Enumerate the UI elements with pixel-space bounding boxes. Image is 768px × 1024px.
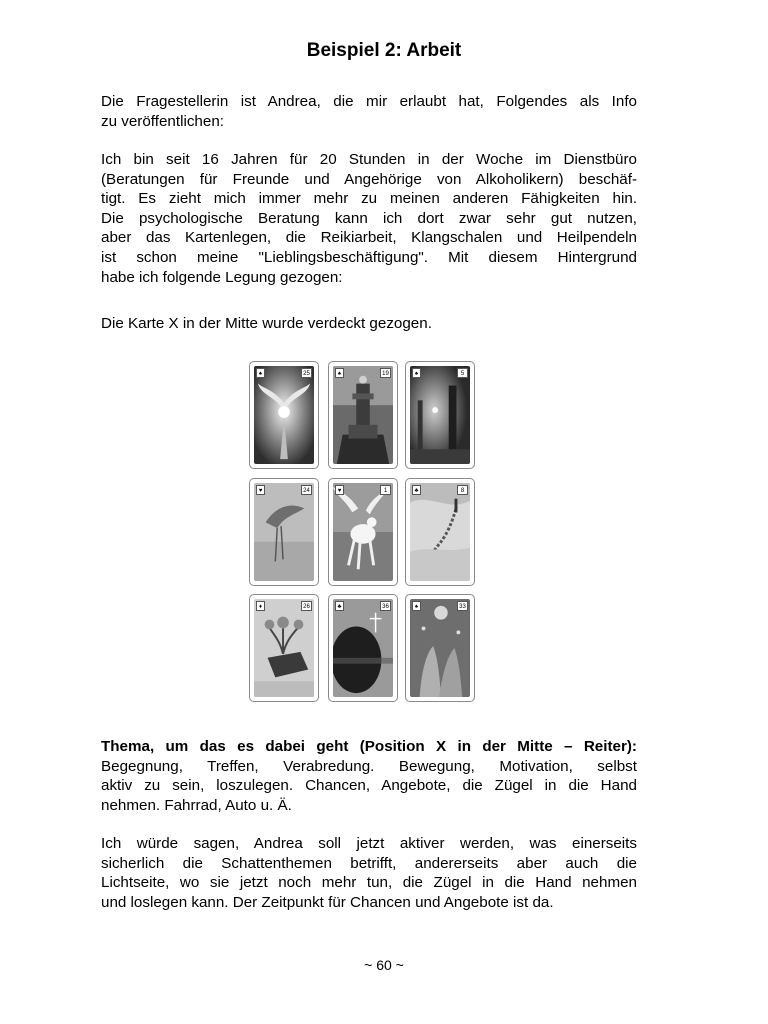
card-tower-castle xyxy=(328,361,398,469)
conclusion-line: Lichtseite, wo sie jetzt noch mehr tun, die Zügel in die Hand nehmen xyxy=(101,874,637,892)
intro-paragraph xyxy=(101,92,637,131)
card-angel-wings xyxy=(249,361,319,469)
card-suit-corner: ♣ xyxy=(412,485,421,495)
conclusion-line: und loslegen kann. Der Zeitpunkt für Chancen und Angebote ist da. xyxy=(101,893,554,911)
angel-wings-image xyxy=(254,366,314,464)
card-suit-corner: ♥ xyxy=(335,485,344,495)
card-number-corner: 36 xyxy=(380,601,391,611)
card-pegasus-rider xyxy=(328,478,398,586)
book-tree-image xyxy=(254,599,314,697)
hands-moon-image xyxy=(410,599,470,697)
theme-paragraph xyxy=(101,737,637,815)
conclusion-line: Ich würde sagen, Andrea soll jetzt aktiver werden, was einerseits xyxy=(101,835,637,852)
quote-line: ist schon meine "Lieblingsbeschäftigung". Mit diesem Hintergrund xyxy=(101,248,637,266)
pegasus-rider-image xyxy=(333,483,393,581)
conclusion-line: sicherlich die Schattenthemen betrifft, andererseits aber auch die xyxy=(101,854,637,872)
card-suit-corner: ♦ xyxy=(256,601,265,611)
path-road-image xyxy=(410,483,470,581)
card-path-road xyxy=(405,478,475,586)
card-suit-corner: ♠ xyxy=(412,368,421,378)
theme-line: Begegnung, Treffen, Verabredung. Bewegung, Motivation, selbst xyxy=(101,757,637,775)
conclusion-paragraph xyxy=(101,834,637,912)
quote-line: Die psychologische Beratung kann ich dort zwar sehr gut nutzen, xyxy=(101,209,637,227)
card-number-corner: 5 xyxy=(457,368,468,378)
stork-bird-image xyxy=(254,483,314,581)
intro-line: zu veröffentlichen: xyxy=(101,112,224,130)
card-number-corner: 24 xyxy=(301,485,312,495)
card-suit-corner: ♠ xyxy=(256,368,265,378)
card-number-corner: 26 xyxy=(301,601,312,611)
card-number-corner: 1 xyxy=(380,485,391,495)
card-suit-corner: ♣ xyxy=(335,601,344,611)
card-hands-moon xyxy=(405,594,475,702)
theme-heading: Thema, um das es dabei geht (Position X in der Mitte – Reiter): xyxy=(101,738,637,755)
page-number: ~ 60 ~ xyxy=(364,957,404,973)
card-spread xyxy=(247,359,476,703)
card-suit-corner: ♠ xyxy=(335,368,344,378)
quote-line: tigt. Es zieht mich immer mehr zu meinen anderen Fähigkeiten hin. xyxy=(101,190,637,208)
tower-castle-image xyxy=(333,366,393,464)
card-forest-light xyxy=(405,361,475,469)
theme-line: aktiv zu sein, loszulegen. Chancen, Angebote, die Zügel in die Hand xyxy=(101,777,637,795)
card-dark-figure xyxy=(328,594,398,702)
card-number-corner: 8 xyxy=(457,485,468,495)
quote-line: habe ich folgende Legung gezogen: xyxy=(101,268,343,286)
dark-figure-image xyxy=(333,599,393,697)
card-number-corner: 19 xyxy=(380,368,391,378)
theme-line: nehmen. Fahrrad, Auto u. Ä. xyxy=(101,796,292,814)
covered-card-note: Die Karte X in der Mitte wurde verdeckt gezogen. xyxy=(101,315,432,332)
quote-paragraph xyxy=(101,150,637,287)
quote-line: (Beratungen für Freunde und Angehörige von Alkoholikern) beschäf- xyxy=(101,170,637,188)
card-stork-bird xyxy=(249,478,319,586)
card-number-corner: 25 xyxy=(301,368,312,378)
quote-line: Ich bin seit 16 Jahren für 20 Stunden in der Woche im Dienstbüro xyxy=(101,151,637,168)
card-suit-corner: ♠ xyxy=(412,601,421,611)
intro-line: Die Fragestellerin ist Andrea, die mir erlaubt hat, Folgendes als Info xyxy=(101,93,637,110)
page-title: Beispiel 2: Arbeit xyxy=(306,40,462,61)
card-suit-corner: ♥ xyxy=(256,485,265,495)
quote-line: aber das Kartenlegen, die Reikiarbeit, Klangschalen und Heilpendeln xyxy=(101,229,637,247)
card-number-corner: 33 xyxy=(457,601,468,611)
forest-light-image xyxy=(410,366,470,464)
card-book-tree xyxy=(249,594,319,702)
